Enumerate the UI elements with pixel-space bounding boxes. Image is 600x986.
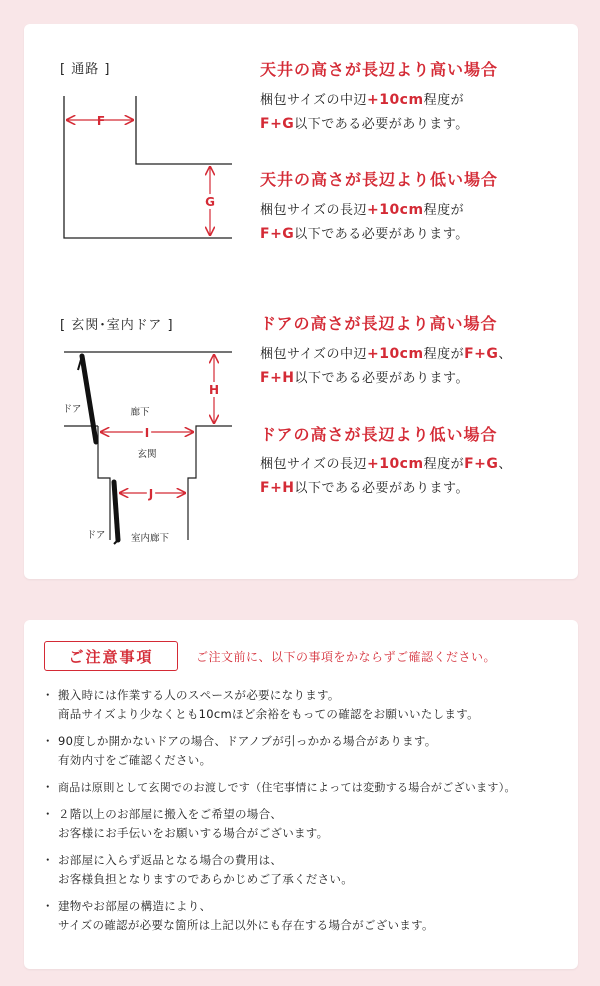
bullet-icon: ・ [42,780,54,794]
entrance-case-low-line1: 梱包サイズの長辺+10cm程度がF+G、 [260,456,512,472]
dimension-h-label: H [208,383,220,397]
entrance-case-low-line2: F+H以下である必要があります。 [260,480,469,496]
passage-case-low-line2: F+G以下である必要があります。 [260,226,469,242]
dimension-f-label: F [96,114,106,128]
notice-item: ・ 商品は原則として玄関でのお渡しです（住宅事情によっては変動する場合がございます）。 [40,778,570,797]
entrance-case-high-line2: F+H以下である必要があります。 [260,370,469,386]
size-guide-card [24,24,578,579]
genkan-label: 玄関 [137,449,157,460]
corridor-label: 廊下 [130,407,150,418]
passage-case-high-title: 天井の高さが長辺より高い場合 [260,60,499,79]
passage-diagram [24,24,284,274]
notice-subtitle: ご注文前に、以下の事項をかならずご確認ください。 [196,650,497,664]
entrance-case-high-title: ドアの高さが長辺より高い場合 [260,314,498,333]
entrance-left-wall [98,426,110,540]
notice-card [24,620,578,969]
passage-case-low-title: 天井の高さが長辺より低い場合 [260,170,499,189]
door-2-shape [114,482,118,540]
dimension-j-label: J [148,487,154,501]
notice-item: ・ お部屋に入らず返品となる場合の費用は、 お客様負担となりますのであらかじめご了承ください。 [42,853,353,886]
passage-wall-inner [136,96,232,164]
entrance-diagram [24,324,284,574]
bullet-icon: ・ [42,899,54,913]
bullet-icon: ・ [42,853,54,867]
notice-item: ・ 90度しか開かないドアの場合、ドアノブが引っかかる場合があります。 有効内寸をご確認ください。 [42,734,437,767]
dimension-g-label: G [205,195,215,209]
notice-item: ・ ２階以上のお部屋に搬入をご希望の場合、 お客様にお手伝いをお願いする場合がございます。 [42,807,329,840]
passage-label: [ 通路 ] [60,62,111,77]
bullet-icon: ・ [42,734,54,748]
door-1-label: ドア [62,404,82,415]
passage-wall-outer [64,96,232,238]
entrance-label: [ 玄関･室内ドア ] [60,318,174,333]
notice-item: ・ 建物やお部屋の構造により、 サイズの確認が必要な箇所は上記以外にも存在する場合がございます。 [42,899,434,932]
door-2-label: ドア [86,530,106,541]
entrance-case-low-title: ドアの高さが長辺より低い場合 [260,425,498,444]
passage-case-high-line1: 梱包サイズの中辺+10cm程度が [260,92,465,108]
entrance-right-wall [188,426,232,540]
notice-title: ご注意事項 [44,641,178,671]
dimension-i-label: I [144,426,150,440]
notice-list [40,686,570,943]
passage-case-high-line2: F+G以下である必要があります。 [260,116,469,132]
notice-item: ・ 搬入時には作業する人のスペースが必要になります。 商品サイズより少なくとも10cmほど余裕をもっての確認をお願いいたします。 [42,688,479,721]
bullet-icon: ・ [42,807,54,821]
bullet-icon: ・ [42,688,54,702]
passage-case-low-line1: 梱包サイズの長辺+10cm程度が [260,202,465,218]
inner-corridor-label: 室内廊下 [130,533,170,544]
entrance-case-high-line1: 梱包サイズの中辺+10cm程度がF+G、 [260,346,512,362]
door-1-shape [82,356,96,442]
